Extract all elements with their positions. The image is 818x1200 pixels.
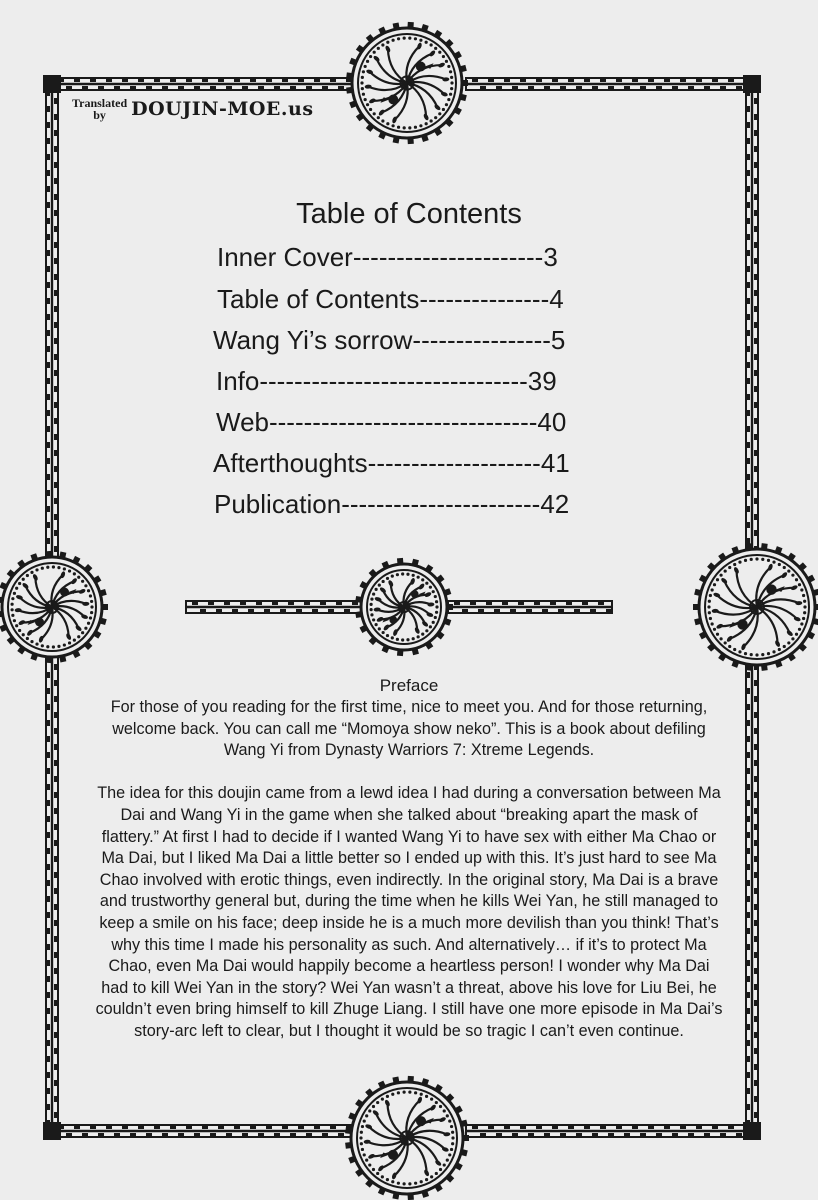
frame-corner [743,75,761,93]
frame-right-upper-band [746,84,758,568]
toc-item-table-of-contents: Table of Contents---------------4 [217,284,564,314]
medallion-right [693,543,818,671]
toc-title: Table of Contents [296,198,522,230]
frame-top-left-band [52,78,360,90]
frame-left-lower-band [46,650,58,1134]
frame-bottom-left-band [52,1125,360,1137]
frame-right-lower-band [746,650,758,1134]
divider-left-band [186,601,366,613]
frame-top-right-band [466,78,758,90]
credit-label [72,97,127,121]
frame-corner [743,1122,761,1140]
credit-site-logo: DOUJIN-MOE.us [131,98,314,120]
credit-by-label: by [93,108,106,122]
divider-right-band [448,601,612,613]
frame-bottom-right-band [466,1125,758,1137]
preface-body [95,697,723,1064]
frame-corner [43,1122,61,1140]
toc-item-wang-yis-sorrow: Wang Yi’s sorrow----------------5 [213,325,566,355]
medallion-left [0,551,108,663]
toc-item-afterthoughts: Afterthoughts--------------------41 [213,448,570,478]
medallion-center [355,558,453,656]
toc-item-publication: Publication-----------------------42 [214,489,570,519]
medallion-bottom [345,1076,469,1200]
toc-item-web: Web-------------------------------40 [216,407,567,437]
preface-paragraph: For those of you reading for the first time, nice to meet you. And for those returning, welcome back. You can call me “Momoya show neko”. This is a book about defiling Wang Yi from Dynasty Warriors 7: Xtreme Legends. [110,698,708,760]
preface-title: Preface [379,676,439,695]
toc-item-inner-cover: Inner Cover----------------------3 [217,242,558,272]
frame-corner [43,75,61,93]
credit-translated-label: Translated [72,96,128,110]
frame-left-upper-band [46,84,58,568]
translator-credit [72,97,314,121]
medallion-top [346,22,468,144]
toc-item-info: Info-------------------------------39 [216,366,557,396]
preface-paragraph: The idea for this doujin came from a lewd idea I had during a conversation between Ma Dai and Wang Yi in the game when she talked about “breaking apart the mask of flattery.” At first I had to decide if I wanted Wang Yi to have sex with either Ma Chao or Ma Dai, but I liked Ma Dai a little better so I ended up with this. It’s just hard to see Ma Chao involved with erotic things, even indirectly. In the original story, Ma Dai is a brave and trustworthy general but, during the time when he kills Wei Yan, he still managed to keep a smile on his face; deep inside he is a much more devilish than you think! That’s why this time I made his personality as such. And alternatively… if it’s to protect Ma Chao, even Ma Dai would happily become a heartless person! I wonder why Ma Dai had to kill Wei Yan in the story? Wei Yan wasn’t a threat, above his love for Liu Bei, he couldn’t even bring himself to kill Zhuge Liang. I still have one more episode in Ma Dai’s story-arc left to clear, but I thought it would be so tragic I can’t even continue. [95,784,723,1040]
